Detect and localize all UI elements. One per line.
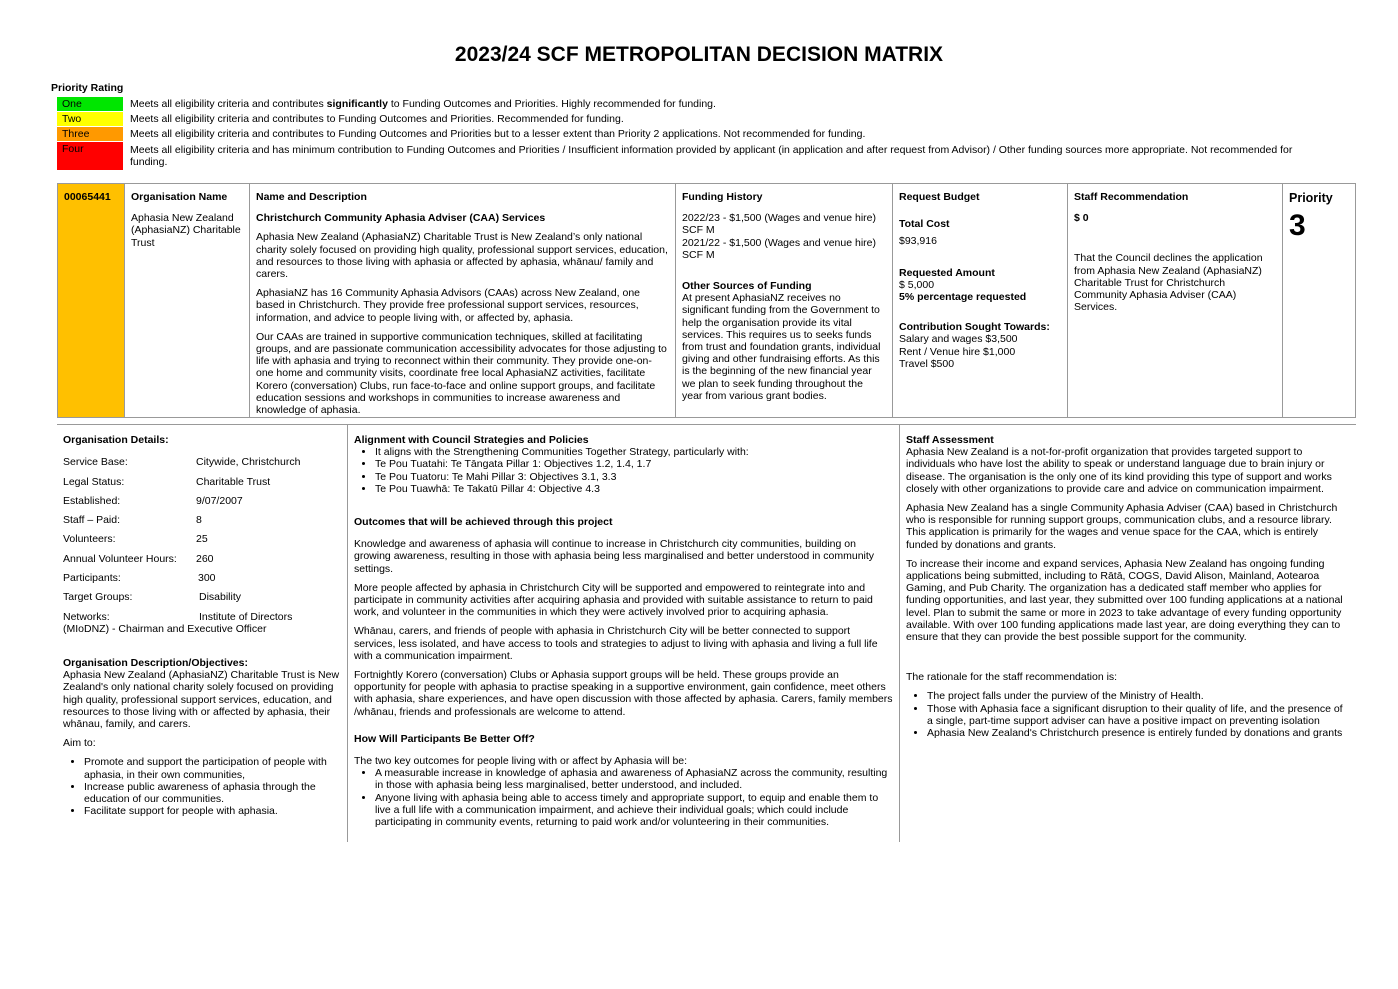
detail-row: [63, 495, 341, 514]
requested-amount-label: Requested Amount: [899, 266, 995, 279]
staff-recommendation-text: That the Council declines the application from Aphasia New Zealand (AphasiaNZ) Charitable Trust for Christchurch Community Aphasia Adviser (CAA) Services.: [1074, 252, 1263, 314]
assessment-paragraph: To increase their income and expand services, Aphasia New Zealand has ongoing funding applications being submitted, including to Rātā, COGS, David Alison, Mainland, Aotearoa Gaming, and Pub Charity. The organization has a dedicated staff member who applies for funding opportunities, and last year, they submitted over 100 funding applications at a national level. Plan to submit the same or more in 2023 to take advantage of every funding opportunity available. With over 100 funding applications made last year, are doing everything they can to ensure that they can provide the best possible support for the community.: [906, 557, 1343, 644]
description-paragraph: Aphasia New Zealand (AphasiaNZ) Charitable Trust is New Zealand’s only national charity solely focused on providing high quality, professional support services, education, and resources to those living with aphasia or affected by aphasia, whānau/ family and carers.: [256, 231, 668, 281]
priority-rating-one: [57, 97, 1317, 112]
detail-label: Staff – Paid:: [63, 514, 121, 527]
list-item: • Increase public awareness of aphasia through the education of our communities.: [84, 781, 341, 805]
list-item: • A measurable increase in knowledge of aphasia and awareness of AphasiaNZ across the community, resulting in those with aphasia being less marginalised, better understood, and included.: [375, 767, 893, 791]
list-item: • Te Pou Tuawhā: Te Takatū Pillar 4: Objective 4.3: [375, 483, 893, 495]
org-description-text: Aphasia New Zealand (AphasiaNZ) Charitable Trust is New Zealand's only national charity solely focused on providing high quality, professional support services, education, and resources to those living with or affected by aphasia, their whānau, family, and carers.: [63, 669, 340, 730]
description-paragraph: AphasiaNZ has 16 Community Aphasia Advisors (CAAs) across New Zealand, one based in Christchurch. They provide free professional support services, resources, information, and advice to people living with, or affected by, aphasia.: [256, 287, 641, 324]
detail-value: 260: [196, 552, 214, 565]
detail-value: 25: [196, 533, 208, 546]
list-item: • Aphasia New Zealand's Christchurch presence is entirely funded by donations and grants: [927, 727, 1350, 739]
project-name: Christchurch Community Aphasia Adviser (CAA) Services: [256, 212, 546, 225]
description-cell: [250, 184, 676, 417]
rating-swatch: Four: [57, 142, 123, 170]
contribution-label: Contribution Sought Towards:: [899, 321, 1050, 334]
application-id-cell: [58, 184, 125, 417]
alignment-list: [354, 446, 893, 495]
priority-rating-three: [57, 127, 1317, 142]
list-item: • Promote and support the participation of people with aphasia, in their own communities,: [84, 756, 341, 780]
better-off-list: [354, 767, 893, 828]
outcome-paragraph: Knowledge and awareness of aphasia will continue to increase in Christchurch city communities, building on growing awareness, resulting in those with aphasia being less marginalised and better understood in community settings.: [354, 538, 875, 575]
better-off-intro: The two key outcomes for people living with or affect by Aphasia will be:: [354, 755, 688, 768]
list-item: • Te Pou Tuatahi: Te Tāngata Pillar 1: Objectives 1.2, 1.4, 1.7: [375, 458, 893, 470]
org-details-section: [57, 425, 347, 843]
aims-list: [63, 756, 341, 817]
list-item: • Those with Aphasia face a significant disruption to their quality of life, and the presence of a single, part-time support adviser can have a positive impact on preventing isolation: [927, 703, 1350, 727]
rating-swatch: One: [57, 97, 123, 111]
rationale-list: [906, 690, 1350, 739]
description-header: Name and Description: [256, 191, 367, 203]
alignment-section: [348, 425, 899, 843]
outcomes-header: Outcomes that will be achieved through this project: [354, 516, 613, 529]
priority-value: 3: [1289, 209, 1306, 242]
rating-description: Meets all eligibility criteria and contributes significantly to Funding Outcomes and Priorities. Highly recommended for funding.: [130, 98, 716, 110]
rating-swatch: Three: [57, 127, 123, 141]
detail-label: Networks:: [63, 610, 110, 623]
total-cost-label: Total Cost: [899, 218, 950, 231]
staff-assessment-section: [900, 425, 1356, 843]
rating-swatch: Two: [57, 112, 123, 126]
priority-header: Priority: [1289, 191, 1333, 205]
detail-label: Legal Status:: [63, 475, 125, 488]
networks-continued: (MIoDNZ) - Chairman and Executive Officer: [63, 622, 267, 635]
priority-rating-four: [57, 142, 1317, 170]
outcome-paragraph: Fortnightly Korero (conversation) Clubs or Aphasia support groups will be held. These groups provide an opportunity for people with aphasia to practise speaking in a supportive environment, gain confidence, meet others with aphasia, share experiences, and have open discussion with those affected by aphasia. Carers, family members /whānau, friends and professionals are welcome to attend.: [354, 669, 893, 718]
detail-row: [63, 553, 341, 572]
aim-label: Aim to:: [63, 737, 96, 750]
priority-rating-label: Priority Rating: [51, 82, 124, 94]
staff-recommendation-amount: $ 0: [1074, 212, 1089, 225]
total-cost-value: $93,916: [899, 235, 937, 248]
alignment-header: Alignment with Council Strategies and Policies: [354, 434, 589, 446]
detail-row: [63, 456, 341, 475]
requested-amount-value: $ 5,000: [899, 278, 935, 291]
detail-label: Participants:: [63, 571, 121, 584]
detail-row: [63, 514, 341, 533]
funding-history-cell: [676, 184, 893, 417]
contribution-item: Salary and wages $3,500: [899, 333, 1018, 346]
contribution-item: Travel $500: [899, 357, 955, 370]
detail-value: Disability: [199, 591, 242, 604]
better-off-header: How Will Participants Be Better Off?: [354, 732, 535, 745]
funding-history-item: 2022/23 - $1,500 (Wages and venue hire) SCF M: [682, 212, 876, 237]
request-budget-header: Request Budget: [899, 191, 980, 203]
description-paragraph: Our CAAs are trained in supportive communication techniques, skilled at facilitating groups, and are passionate communication accessibility advocates for those adjusting to life with aphasia and trying to reconnect within their community. They provide one-on-one home and community visits, coordinate free local AphasiaNZ activities, facilitate Korero (conversation) Clubs, run face-to-face and online support groups, and facilitate education sessions and workshops in communities to increase awareness and knowledge of aphasia.: [256, 330, 667, 417]
detail-value: Institute of Directors: [199, 610, 293, 623]
application-id: 00065441: [64, 191, 111, 203]
org-name-cell: [125, 184, 250, 417]
detail-value: 300: [198, 571, 216, 584]
list-item: • Facilitate support for people with aphasia.: [84, 805, 341, 817]
detail-label: Volunteers:: [63, 533, 116, 546]
detail-row: [63, 533, 341, 552]
rating-description: Meets all eligibility criteria and contributes to Funding Outcomes and Priorities but to a lesser extent than Priority 2 applications. Not recommended for funding.: [130, 128, 866, 140]
detail-label: Annual Volunteer Hours:: [63, 552, 177, 565]
percentage-requested: 5% percentage requested: [899, 291, 1027, 304]
org-details-header: Organisation Details:: [63, 434, 169, 446]
rationale-intro: The rationale for the staff recommendation is:: [906, 671, 1118, 684]
priority-rating-two: [57, 112, 1317, 127]
list-item: • Te Pou Tuatoru: Te Mahi Pillar 3: Objectives 3.1, 3.3: [375, 471, 893, 483]
staff-recommendation-cell: [1068, 184, 1283, 417]
list-item: • The project falls under the purview of the Ministry of Health.: [927, 690, 1350, 702]
staff-assessment-header: Staff Assessment: [906, 434, 994, 446]
detail-value: Charitable Trust: [196, 475, 271, 488]
staff-recommendation-header: Staff Recommendation: [1074, 191, 1189, 203]
priority-cell: [1283, 184, 1356, 417]
funding-history-header: Funding History: [682, 191, 763, 203]
rating-description: Meets all eligibility criteria and contributes to Funding Outcomes and Priorities. Recommended for funding.: [130, 113, 624, 125]
detail-label: Established:: [63, 494, 121, 507]
list-item: • It aligns with the Strengthening Communities Together Strategy, particularly with:: [375, 446, 893, 458]
detail-row: [63, 591, 341, 610]
outcome-paragraph: More people affected by aphasia in Christchurch City will be supported and empowered to reintegrate into and participate in community activities after acquiring aphasia and provided with suitable assistance to return to paid work, and volunteer in the communities in which they were actively involved prior to acquiring aphasia.: [354, 581, 873, 619]
detail-value: 8: [196, 514, 202, 527]
detail-row-networks: [63, 611, 341, 623]
detail-value: Citywide, Christchurch: [196, 456, 301, 469]
detail-row: [63, 572, 341, 591]
list-item: • Anyone living with aphasia being able to access timely and appropriate support, to equip and enable them to live a full life with a communication impairment, and achieve their individual goals; which could include participating in community events, returning to paid work and/or volunteering in their communities.: [375, 792, 893, 829]
assessment-paragraph: Aphasia New Zealand has a single Community Aphasia Adviser (CAA) based in Christchurch who is responsible for running support groups, communication clubs, and a resource library. This application is primarily for the wages and venue space for the CAA, which is entirely funded by donations and grants.: [906, 502, 1338, 551]
detail-row: [63, 476, 341, 495]
detail-value: 9/07/2007: [196, 494, 243, 507]
org-name: Aphasia New Zealand (AphasiaNZ) Charitable Trust: [131, 212, 241, 249]
detail-label: Service Base:: [63, 456, 128, 469]
application-table: [57, 183, 1356, 418]
other-sources-text: At present AphasiaNZ receives no significant funding from the Government to help the organisation provide its vital services. This requires us to seeks funds from trust and foundation grants, individual giving and other fundraising efforts. As this is the beginning of the new financial year we plan to seek funding throughout the year from various grant bodies.: [682, 292, 881, 402]
rating-description: Meets all eligibility criteria and has minimum contribution to Funding Outcomes and Priorities / Insufficient information provided by applicant (in application and after request from Advisor) / Other funding sources more appropriate. Not recommended for funding.: [130, 144, 1293, 169]
assessment-paragraph: Aphasia New Zealand is a not-for-profit organization that provides targeted support to individuals who have lost the ability to speak or understand language due to brain injury or disease. The organisation is the only one of its kind providing this type of support and works closely with other organizations to provide care and advice on communication impairment.: [906, 446, 1332, 495]
contribution-item: Rent / Venue hire $1,000: [899, 345, 1016, 358]
org-name-header: Organisation Name: [131, 191, 228, 203]
other-sources-header: Other Sources of Funding: [682, 280, 812, 293]
outcome-paragraph: Whānau, carers, and friends of people with aphasia in Christchurch City will be better connected to support services, less isolated, and have access to tools and strategies to adjust to living with aphasia and living a full life with a communication impairment.: [354, 625, 878, 662]
page-title: 2023/24 SCF METROPOLITAN DECISION MATRIX: [454, 43, 944, 66]
request-budget-cell: [893, 184, 1068, 417]
funding-history-item: 2021/22 - $1,500 (Wages and venue hire) SCF M: [682, 236, 876, 261]
detail-label: Target Groups:: [63, 591, 133, 604]
org-description-header: Organisation Description/Objectives:: [63, 656, 248, 669]
